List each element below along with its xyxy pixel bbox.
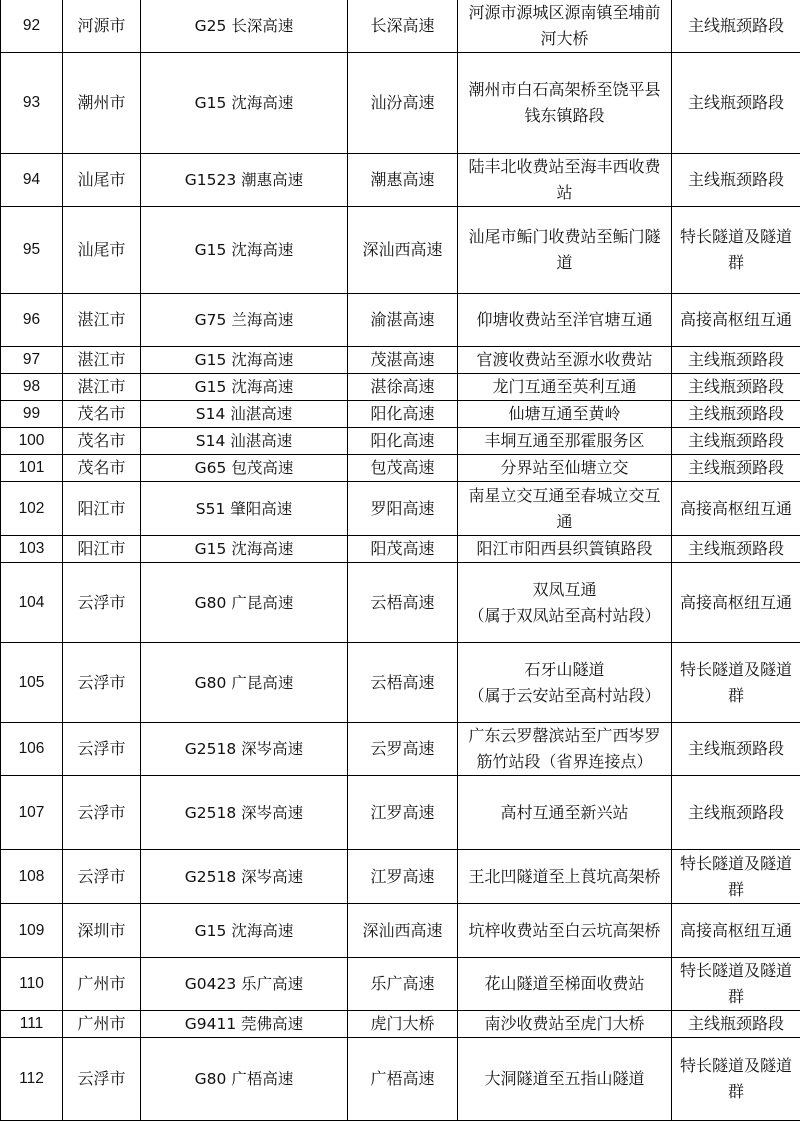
route-cell (141, 1011, 348, 1038)
bottleneck-type-text: 主线瓶颈路段 (687, 1014, 784, 1033)
city-cell (63, 401, 141, 428)
row-number-text: 101 (18, 459, 45, 476)
expressway-name-text: 深汕西高速 (362, 920, 443, 940)
route-cell (141, 723, 348, 776)
city-cell (63, 643, 141, 723)
route-text: G15 沈海高速 (194, 351, 294, 369)
row-number-cell (1, 294, 63, 347)
route-text: G15 沈海高速 (194, 540, 294, 558)
expressway-name-text: 乐广高速 (370, 974, 435, 993)
expressway-name-cell (348, 850, 458, 904)
route-text: G1523 潮惠高速 (184, 171, 304, 189)
bottleneck-type-text: 主线瓶颈路段 (687, 377, 784, 396)
expressway-name-text: 云梧高速 (370, 672, 435, 692)
row-number-text: 112 (19, 1070, 44, 1087)
city-text: 深圳市 (77, 920, 126, 940)
city-cell (63, 1011, 141, 1038)
row-number-text: 104 (18, 593, 45, 611)
bottleneck-type-cell (672, 53, 800, 154)
table-row (1, 347, 800, 374)
city-cell (63, 536, 141, 563)
bottleneck-type-text: 主线瓶颈路段 (687, 802, 784, 822)
row-number-text: 96 (22, 311, 41, 328)
section-text: 仙塘互通至黄岭 (508, 404, 621, 423)
city-cell (63, 374, 141, 401)
row-number-text: 97 (22, 351, 41, 368)
route-text: G0423 乐广高速 (184, 975, 304, 993)
bottleneck-type-text: 主线瓶颈路段 (687, 539, 784, 558)
section-text: 南星立交互通至春城立交互通 (468, 485, 661, 531)
table-row (1, 563, 800, 643)
row-number-cell (1, 723, 63, 776)
expressway-name-cell (348, 563, 458, 643)
section-cell (458, 401, 672, 428)
expressway-name-cell (348, 207, 458, 294)
route-text: G9411 莞佛高速 (184, 1015, 304, 1033)
section-cell (458, 154, 672, 207)
expressway-name-text: 云梧高速 (370, 592, 435, 612)
city-text: 汕尾市 (77, 170, 126, 189)
route-text: G65 包茂高速 (194, 459, 294, 477)
city-cell (63, 776, 141, 850)
expressway-name-cell (348, 1038, 458, 1121)
row-number-cell (1, 776, 63, 850)
section-text: 河源市源城区源南镇至埔前河大桥 (468, 2, 661, 48)
row-number-text: 103 (18, 540, 45, 557)
expressway-name-text: 江罗高速 (370, 802, 435, 822)
row-number-cell (1, 958, 63, 1011)
bottleneck-type-cell (672, 1011, 800, 1038)
row-number-cell (1, 563, 63, 643)
section-cell (458, 958, 672, 1011)
expressway-name-cell (348, 723, 458, 776)
city-text: 茂名市 (77, 404, 126, 423)
section-text: 高村互通至新兴站 (500, 802, 629, 822)
bottleneck-type-cell (672, 207, 800, 294)
table-row (1, 374, 800, 401)
table-row (1, 428, 800, 455)
section-cell (458, 207, 672, 294)
expressway-name-text: 罗阳高速 (370, 498, 435, 518)
section-text: 广东云罗罄滨站至广西岑罗筋竹站段（省界连接点） (468, 726, 661, 771)
bottleneck-type-cell (672, 0, 800, 53)
expressway-name-cell (348, 958, 458, 1011)
table-row (1, 482, 800, 536)
row-number-cell (1, 643, 63, 723)
route-cell (141, 374, 348, 401)
table-row (1, 207, 800, 294)
section-text: 阳江市阳西县织篢镇路段 (476, 539, 653, 558)
bottleneck-type-cell (672, 643, 800, 723)
route-cell (141, 0, 348, 53)
section-cell (458, 850, 672, 904)
table-row (1, 1038, 800, 1121)
expressway-name-text: 潮惠高速 (370, 170, 435, 189)
city-cell (63, 1038, 141, 1121)
city-text: 潮州市 (77, 93, 126, 112)
expressway-name-cell (348, 536, 458, 563)
row-number-cell (1, 536, 63, 563)
table-row (1, 294, 800, 347)
route-text: S51 肇阳高速 (195, 499, 293, 518)
row-number-cell (1, 482, 63, 536)
route-cell (141, 401, 348, 428)
city-text: 阳江市 (77, 498, 126, 518)
section-cell (458, 723, 672, 776)
city-text: 广州市 (77, 1014, 126, 1033)
bottleneck-type-cell (672, 1038, 800, 1121)
bottleneck-type-text: 特长隧道及隧道群 (679, 853, 792, 899)
city-cell (63, 53, 141, 154)
section-cell (458, 904, 672, 958)
row-number-cell (1, 455, 63, 482)
table-row (1, 850, 800, 904)
row-number-text: 108 (18, 867, 45, 885)
bottleneck-type-cell (672, 154, 800, 207)
section-cell (458, 455, 672, 482)
route-cell (141, 154, 348, 207)
route-text: G15 沈海高速 (194, 94, 294, 112)
section-cell (458, 482, 672, 536)
bottleneck-type-cell (672, 374, 800, 401)
section-text: 王北凹隧道至上莨坑高架桥 (468, 866, 661, 886)
city-cell (63, 207, 141, 294)
table-row (1, 536, 800, 563)
bottleneck-type-text: 主线瓶颈路段 (687, 739, 784, 758)
bottleneck-type-cell (672, 482, 800, 536)
city-text: 广州市 (77, 974, 126, 993)
route-cell (141, 347, 348, 374)
row-number-cell (1, 1038, 63, 1121)
bottleneck-type-text: 高接高枢纽互通 (679, 498, 792, 518)
row-number-cell (1, 904, 63, 958)
expressway-name-text: 江罗高速 (370, 866, 435, 886)
section-text: 官渡收费站至源水收费站 (476, 350, 653, 369)
section-text: 南沙收费站至虎门大桥 (484, 1014, 645, 1033)
expressway-name-cell (348, 428, 458, 455)
bottleneck-type-cell (672, 536, 800, 563)
row-number-cell (1, 0, 63, 53)
bottleneck-type-text: 主线瓶颈路段 (687, 93, 784, 112)
bottleneck-type-text: 主线瓶颈路段 (687, 350, 784, 369)
bottleneck-type-text: 高接高枢纽互通 (679, 310, 792, 329)
route-text: G80 广梧高速 (194, 1070, 294, 1088)
row-number-text: 95 (22, 241, 41, 258)
expressway-name-cell (348, 904, 458, 958)
route-text: G15 沈海高速 (194, 378, 294, 396)
row-number-text: 98 (22, 378, 41, 395)
city-cell (63, 850, 141, 904)
route-cell (141, 1038, 348, 1121)
route-cell (141, 958, 348, 1011)
bottleneck-type-text: 特长隧道及隧道群 (679, 961, 792, 1006)
expressway-name-cell (348, 643, 458, 723)
row-number-cell (1, 374, 63, 401)
city-text: 阳江市 (77, 539, 126, 558)
section-text: 坑梓收费站至白云坑高架桥 (468, 920, 661, 940)
row-number-text: 111 (19, 1015, 44, 1032)
section-cell (458, 347, 672, 374)
row-number-text: 105 (18, 673, 45, 691)
city-cell (63, 958, 141, 1011)
expressway-name-text: 湛徐高速 (370, 377, 435, 396)
bottleneck-type-cell (672, 904, 800, 958)
route-cell (141, 643, 348, 723)
route-text: G25 长深高速 (194, 16, 294, 35)
section-cell (458, 563, 672, 643)
route-cell (141, 563, 348, 643)
route-cell (141, 207, 348, 294)
expressway-name-cell (348, 154, 458, 207)
table-row (1, 401, 800, 428)
expressway-name-text: 阳茂高速 (370, 539, 435, 558)
expressway-name-cell (348, 347, 458, 374)
expressway-name-cell (348, 294, 458, 347)
route-cell (141, 428, 348, 455)
section-cell (458, 1038, 672, 1121)
row-number-cell (1, 207, 63, 294)
city-text: 汕尾市 (77, 240, 126, 259)
section-text: 汕尾市鲘门收费站至鲘门隧道 (468, 227, 661, 272)
bottleneck-type-cell (672, 401, 800, 428)
row-number-text: 94 (22, 171, 41, 188)
bottleneck-type-cell (672, 294, 800, 347)
bottleneck-type-text: 特长隧道及隧道群 (679, 227, 792, 272)
city-text: 茂名市 (77, 458, 126, 477)
route-text: G2518 深岑高速 (184, 803, 304, 822)
row-number-cell (1, 347, 63, 374)
city-text: 云浮市 (77, 672, 126, 692)
route-cell (141, 294, 348, 347)
row-number-text: 107 (18, 803, 45, 821)
table-row (1, 1011, 800, 1038)
table-row (1, 904, 800, 958)
expressway-name-text: 渝湛高速 (370, 310, 435, 329)
bottleneck-type-text: 主线瓶颈路段 (687, 431, 784, 450)
bottleneck-type-cell (672, 850, 800, 904)
row-number-text: 102 (18, 499, 45, 517)
section-cell (458, 428, 672, 455)
city-text: 云浮市 (77, 866, 126, 886)
expressway-name-cell (348, 0, 458, 53)
expressway-name-text: 包茂高速 (370, 458, 435, 477)
city-cell (63, 723, 141, 776)
city-text: 茂名市 (77, 431, 126, 450)
route-text: G2518 深岑高速 (184, 867, 304, 886)
section-text: 仰塘收费站至洋官塘互通 (476, 310, 653, 329)
city-cell (63, 482, 141, 536)
expressway-name-text: 广梧高速 (370, 1069, 435, 1088)
section-note-text: （属于双凤站至高村站段） (468, 605, 661, 625)
row-number-cell (1, 1011, 63, 1038)
city-text: 云浮市 (77, 592, 126, 612)
table-row (1, 723, 800, 776)
city-cell (63, 154, 141, 207)
route-text: S14 汕湛高速 (195, 432, 293, 450)
row-number-cell (1, 850, 63, 904)
table-row (1, 0, 800, 53)
expressway-name-text: 阳化高速 (370, 431, 435, 450)
city-text: 湛江市 (77, 310, 126, 329)
bottleneck-type-cell (672, 347, 800, 374)
table-row (1, 53, 800, 154)
row-number-text: 93 (22, 94, 41, 111)
route-text: G15 沈海高速 (194, 921, 294, 940)
expressway-name-cell (348, 455, 458, 482)
section-text: 丰垌互通至那霍服务区 (484, 431, 645, 450)
bottleneck-type-text: 主线瓶颈路段 (687, 170, 784, 189)
section-cell (458, 643, 672, 723)
row-number-text: 106 (18, 740, 45, 757)
section-text: 分界站至仙塘立交 (500, 458, 629, 477)
bottleneck-type-text: 高接高枢纽互通 (679, 920, 792, 940)
expressway-name-cell (348, 401, 458, 428)
city-cell (63, 455, 141, 482)
row-number-text: 109 (18, 921, 45, 939)
section-text: 双凤互通 (532, 579, 597, 599)
route-cell (141, 455, 348, 482)
route-text: G75 兰海高速 (194, 311, 294, 329)
expressway-name-text: 云罗高速 (370, 739, 435, 758)
route-text: G15 沈海高速 (194, 241, 294, 259)
expressway-name-text: 茂湛高速 (370, 350, 435, 369)
row-number-cell (1, 154, 63, 207)
section-text: 潮州市白石高架桥至饶平县钱东镇路段 (468, 80, 661, 125)
bottleneck-type-text: 主线瓶颈路段 (687, 458, 784, 477)
route-text: G80 广昆高速 (194, 673, 294, 692)
expressway-name-cell (348, 53, 458, 154)
bottleneck-type-text: 主线瓶颈路段 (687, 15, 784, 35)
section-cell (458, 536, 672, 563)
expressway-name-cell (348, 1011, 458, 1038)
bottleneck-type-cell (672, 428, 800, 455)
expressway-name-text: 长深高速 (370, 15, 435, 35)
table-row (1, 958, 800, 1011)
section-note-text: （属于云安站至高村站段） (468, 685, 661, 705)
route-cell (141, 482, 348, 536)
row-number-cell (1, 53, 63, 154)
row-number-cell (1, 428, 63, 455)
table-row (1, 455, 800, 482)
expressway-name-cell (348, 482, 458, 536)
row-number-text: 110 (19, 975, 44, 992)
section-text: 大洞隧道至五指山隧道 (484, 1069, 645, 1088)
row-number-text: 100 (18, 432, 45, 449)
city-cell (63, 428, 141, 455)
section-cell (458, 1011, 672, 1038)
expressway-name-text: 深汕西高速 (362, 240, 443, 259)
table-row (1, 643, 800, 723)
city-text: 云浮市 (77, 802, 126, 822)
row-number-cell (1, 401, 63, 428)
route-cell (141, 53, 348, 154)
city-cell (63, 294, 141, 347)
table-row (1, 776, 800, 850)
city-text: 云浮市 (77, 1069, 126, 1088)
bottleneck-type-cell (672, 455, 800, 482)
row-number-text: 92 (22, 16, 41, 34)
section-cell (458, 294, 672, 347)
expressway-name-text: 汕汾高速 (370, 93, 435, 112)
city-text: 云浮市 (77, 739, 126, 758)
city-cell (63, 347, 141, 374)
city-cell (63, 563, 141, 643)
bottleneck-type-cell (672, 958, 800, 1011)
section-text: 石牙山隧道 (524, 659, 605, 679)
bottleneck-type-text: 高接高枢纽互通 (679, 592, 792, 612)
bottleneck-type-text: 特长隧道及隧道群 (679, 1056, 792, 1101)
section-cell (458, 53, 672, 154)
section-text: 陆丰北收费站至海丰西收费站 (468, 157, 661, 202)
expressway-name-cell (348, 776, 458, 850)
route-cell (141, 850, 348, 904)
expressway-name-text: 虎门大桥 (370, 1014, 435, 1033)
city-cell (63, 0, 141, 53)
city-text: 湛江市 (77, 350, 126, 369)
row-number-text: 99 (22, 405, 41, 422)
section-cell (458, 374, 672, 401)
bottleneck-type-text: 特长隧道及隧道群 (679, 659, 792, 705)
city-cell (63, 904, 141, 958)
route-text: G80 广昆高速 (194, 593, 294, 612)
route-cell (141, 536, 348, 563)
section-text: 龙门互通至英利互通 (492, 377, 637, 396)
route-cell (141, 776, 348, 850)
bottleneck-type-cell (672, 776, 800, 850)
section-text: 花山隧道至梯面收费站 (484, 974, 645, 993)
section-cell (458, 776, 672, 850)
expressway-name-cell (348, 374, 458, 401)
route-cell (141, 904, 348, 958)
route-text: G2518 深岑高速 (184, 740, 304, 758)
table-row (1, 154, 800, 207)
bottleneck-type-cell (672, 563, 800, 643)
route-text: S14 汕湛高速 (195, 405, 293, 423)
section-cell (458, 0, 672, 53)
city-text: 湛江市 (77, 377, 126, 396)
city-text: 河源市 (77, 15, 126, 35)
bottleneck-type-cell (672, 723, 800, 776)
expressway-name-text: 阳化高速 (370, 404, 435, 423)
bottleneck-type-text: 主线瓶颈路段 (687, 404, 784, 423)
